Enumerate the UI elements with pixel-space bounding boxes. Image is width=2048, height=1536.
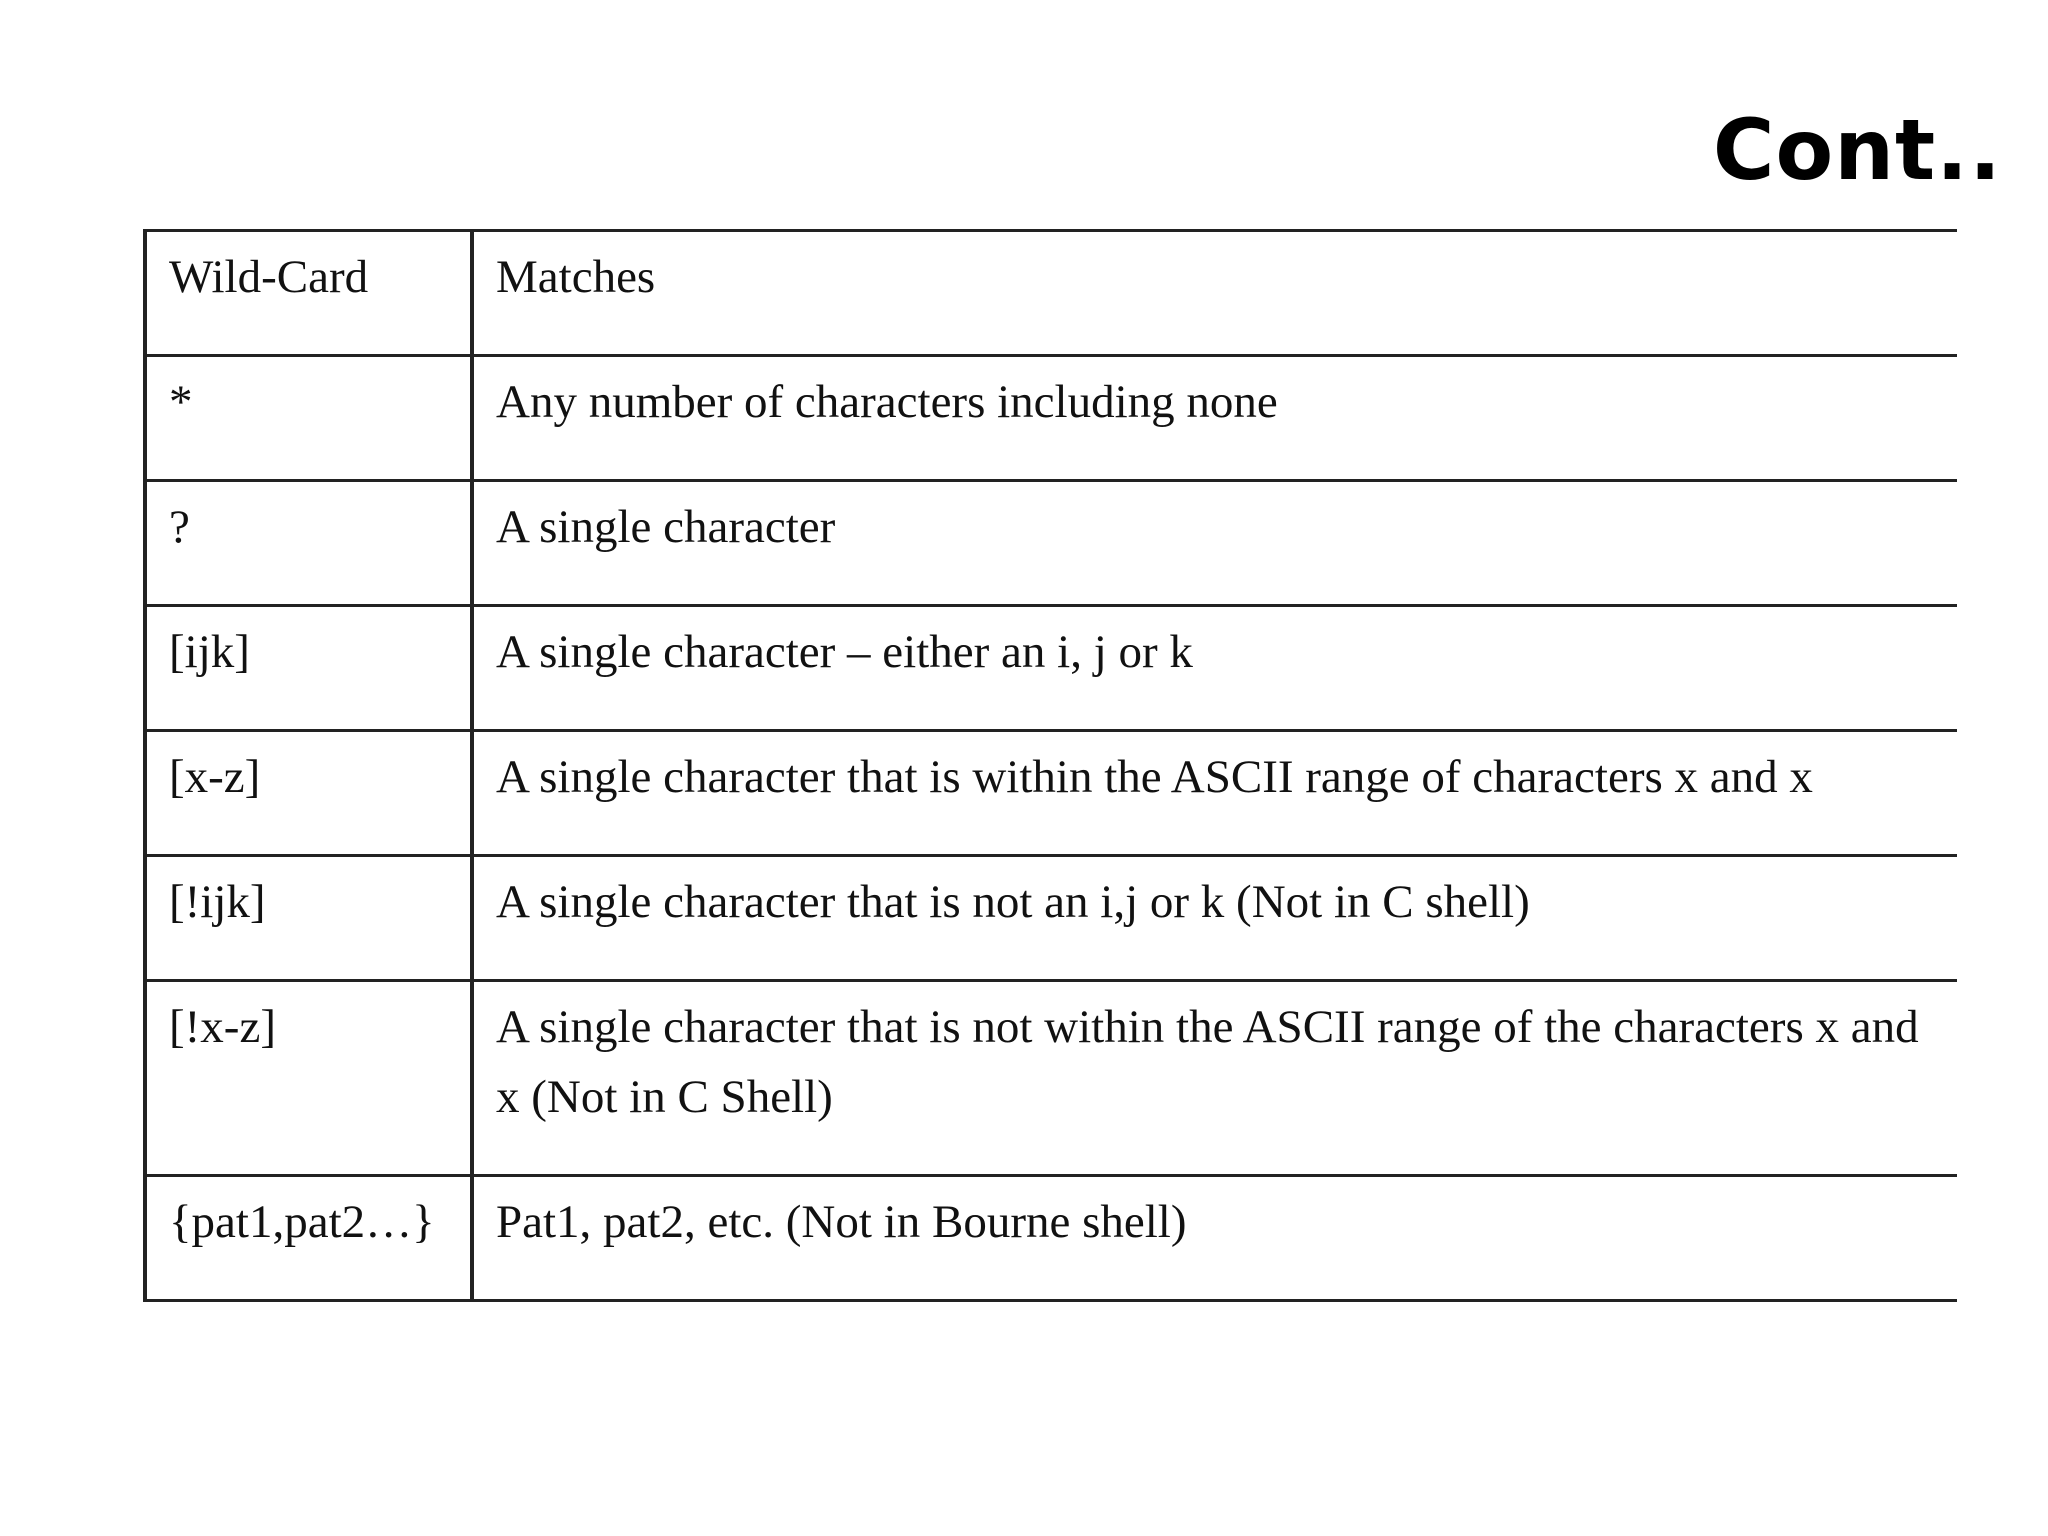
header-matches: Matches bbox=[472, 231, 1957, 356]
table-row bbox=[145, 731, 1957, 856]
wildcard-cell: [ijk] bbox=[145, 606, 472, 731]
slide-title: Cont.. bbox=[1712, 101, 2002, 199]
table-header-row bbox=[145, 231, 1957, 356]
table-row bbox=[145, 481, 1957, 606]
matches-cell: A single character – either an i, j or k bbox=[472, 606, 1957, 731]
wildcard-table bbox=[143, 229, 1957, 1302]
table-row bbox=[145, 356, 1957, 481]
wildcard-cell: [!x-z] bbox=[145, 981, 472, 1176]
wildcard-cell: ? bbox=[145, 481, 472, 606]
matches-cell: Pat1, pat2, etc. (Not in Bourne shell) bbox=[472, 1176, 1957, 1301]
table-row bbox=[145, 1176, 1957, 1301]
header-wild-card: Wild-Card bbox=[145, 231, 472, 356]
wildcard-cell: * bbox=[145, 356, 472, 481]
matches-cell: A single character that is within the ASCII range of characters x and x bbox=[472, 731, 1957, 856]
matches-cell: A single character that is not within the ASCII range of the characters x and x (Not in C Shell) bbox=[472, 981, 1957, 1176]
table-row bbox=[145, 981, 1957, 1176]
table-row bbox=[145, 606, 1957, 731]
matches-cell: Any number of characters including none bbox=[472, 356, 1957, 481]
table-row bbox=[145, 856, 1957, 981]
wildcard-cell: [!ijk] bbox=[145, 856, 472, 981]
wildcard-cell: [x-z] bbox=[145, 731, 472, 856]
wildcard-cell: {pat1,pat2…} bbox=[145, 1176, 472, 1301]
matches-cell: A single character that is not an i,j or k (Not in C shell) bbox=[472, 856, 1957, 981]
matches-cell: A single character bbox=[472, 481, 1957, 606]
